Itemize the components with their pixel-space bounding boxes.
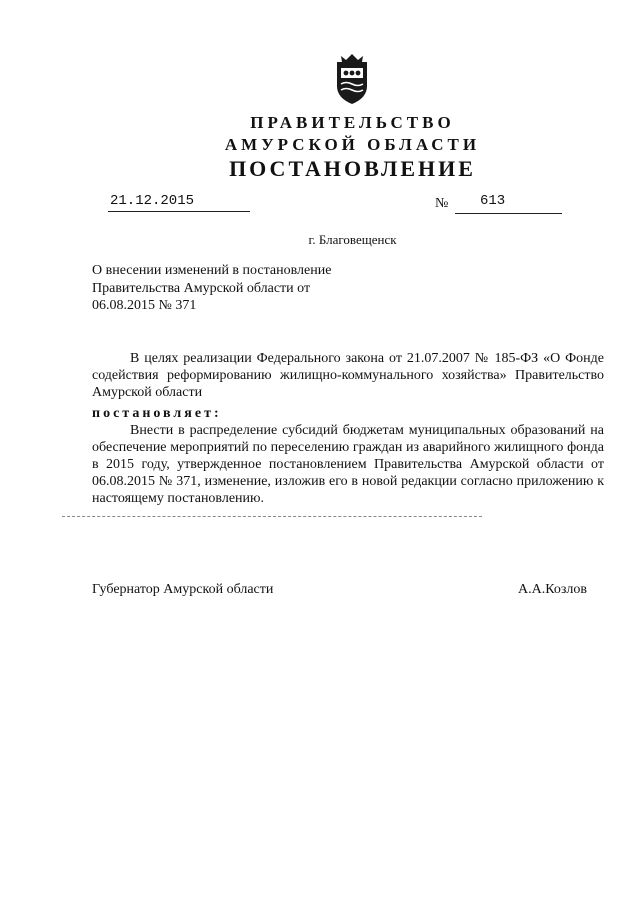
signatory-position: Губернатор Амурской области [92,582,274,597]
document-subject: О внесении изменений в постановление Правительства Амурской области от 06.08.2015 № 371 [92,263,332,313]
government-title-line1: ПРАВИТЕЛЬСТВО [250,113,455,132]
document-date: 21.12.2015 [110,193,195,209]
number-underline [455,212,562,214]
separator-line [62,516,482,517]
date-underline [108,210,250,212]
resolves-heading: постановляет: [92,406,222,421]
city-line: г. Благовещенск [308,232,397,247]
document-type-title: ПОСТАНОВЛЕНИЕ [229,156,476,181]
government-title-line2: АМУРСКОЙ ОБЛАСТИ [224,135,481,154]
resolution-paragraph: Внести в распределение субсидий бюджетам муниципальных образований на обеспечение мероприятий по переселению граждан из аварийного жилищного фонда в 2015 году, утвержденное постановлением Правительства Амурской области от 06.08.2015 № 371, изменение, изложив его в новой редакции согласно приложению к настоящему постановлению. [92,423,604,506]
signatory-name: А.А.Козлов [518,582,587,597]
preamble-paragraph: В целях реализации Федерального закона от 21.07.2007 № 185-ФЗ «О Фонде содействия реформированию жилищно-коммунального хозяйства» Правительство Амурской области [92,351,604,400]
number-label: № [435,196,449,211]
document-number: 613 [480,193,506,209]
coat-of-arms-emblem [331,52,373,106]
